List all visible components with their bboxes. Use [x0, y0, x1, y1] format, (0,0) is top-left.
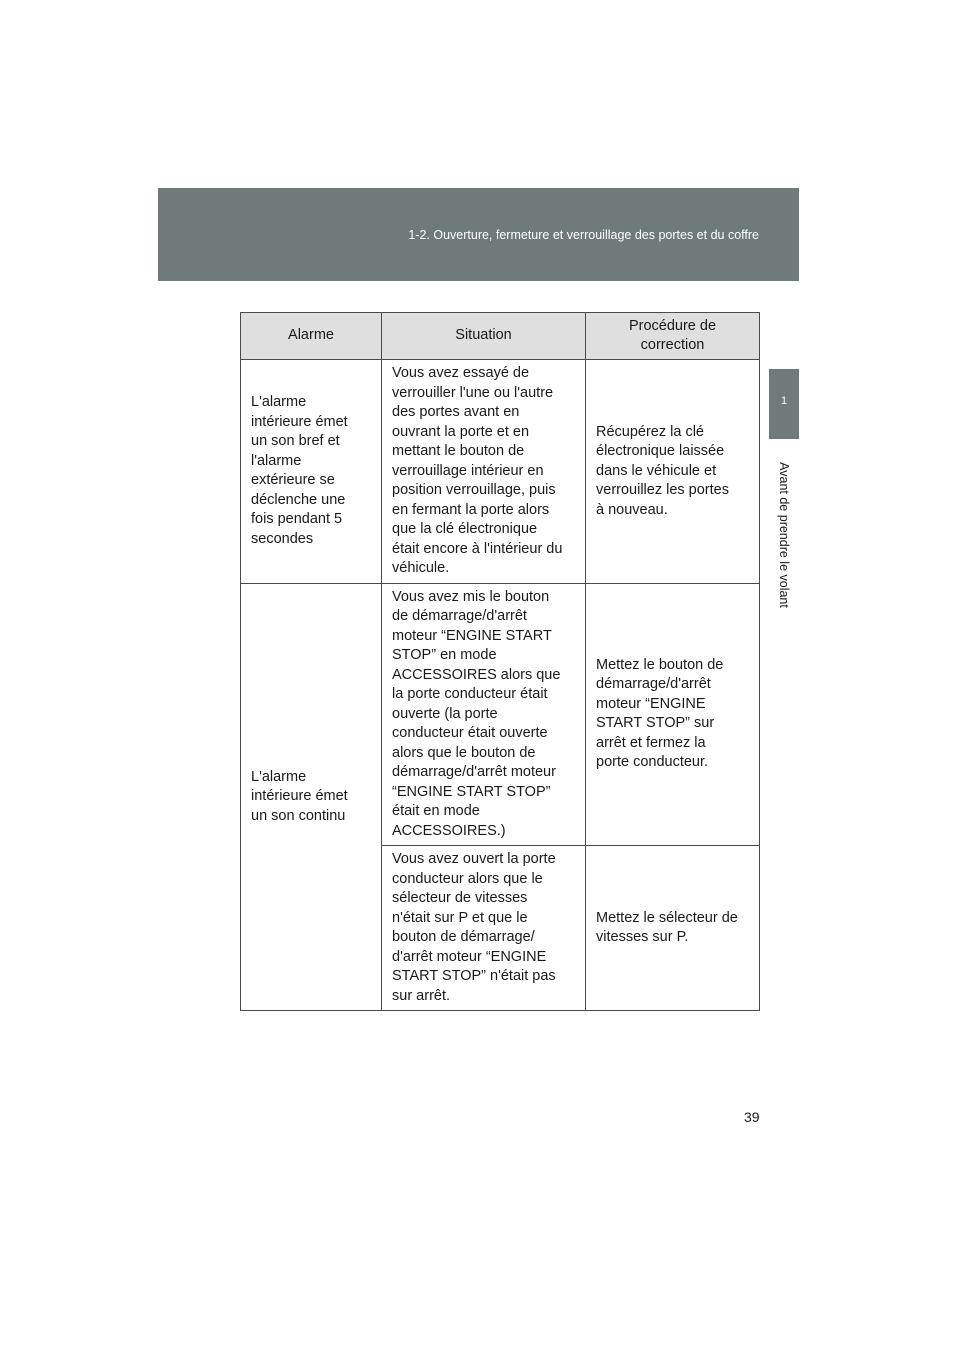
situation-cell: Vous avez essayé de verrouiller l'une ou l'autre des portes avant en ouvrant la porte et en mettant le bouton de verrouillage intérieur en position verrouillage, puis en fermant la porte alors que la clé électronique était encore à l'intérieur du véhicule. [382, 360, 586, 584]
alarm-table [240, 312, 760, 1011]
procedure-cell: Mettez le sélecteur de vitesses sur P. [586, 846, 760, 1011]
alarme-cell: L'alarme intérieure émet un son continu [241, 583, 382, 1011]
column-header-procedure: Procédure de correction [586, 313, 760, 360]
table-row [241, 583, 760, 846]
chapter-number: 1 [780, 395, 788, 407]
column-header-situation: Situation [382, 313, 586, 360]
situation-cell: Vous avez ouvert la porte conducteur alors que le sélecteur de vitesses n'était sur P et que le bouton de démarrage/ d'arrêt moteur “ENGINE START STOP” n'était pas sur arrêt. [382, 846, 586, 1011]
procedure-cell: Mettez le bouton de démarrage/d'arrêt moteur “ENGINE START STOP” sur arrêt et fermez la porte conducteur. [586, 583, 760, 846]
column-header-alarme: Alarme [241, 313, 382, 360]
section-header-bar [158, 188, 799, 281]
alarme-cell: L'alarme intérieure émet un son bref et l'alarme extérieure se déclenche une fois pendant 5 secondes [241, 360, 382, 584]
table-header-row [241, 313, 760, 360]
procedure-cell: Récupérez la clé électronique laissée dans le véhicule et verrouillez les portes à nouveau. [586, 360, 760, 584]
chapter-title: Avant de prendre le volant [777, 462, 791, 608]
page-number: 39 [744, 1109, 760, 1125]
table-row [241, 360, 760, 584]
chapter-tab [769, 369, 799, 439]
section-title: 1-2. Ouverture, fermeture et verrouillage des portes et du coffre [408, 228, 759, 242]
situation-cell: Vous avez mis le bouton de démarrage/d'arrêt moteur “ENGINE START STOP” en mode ACCESSOIRES alors que la porte conducteur était ouverte (la porte conducteur était ouverte alors que le bouton de démarrage/d'arrêt moteur “ENGINE START STOP” était en mode ACCESSOIRES.) [382, 583, 586, 846]
